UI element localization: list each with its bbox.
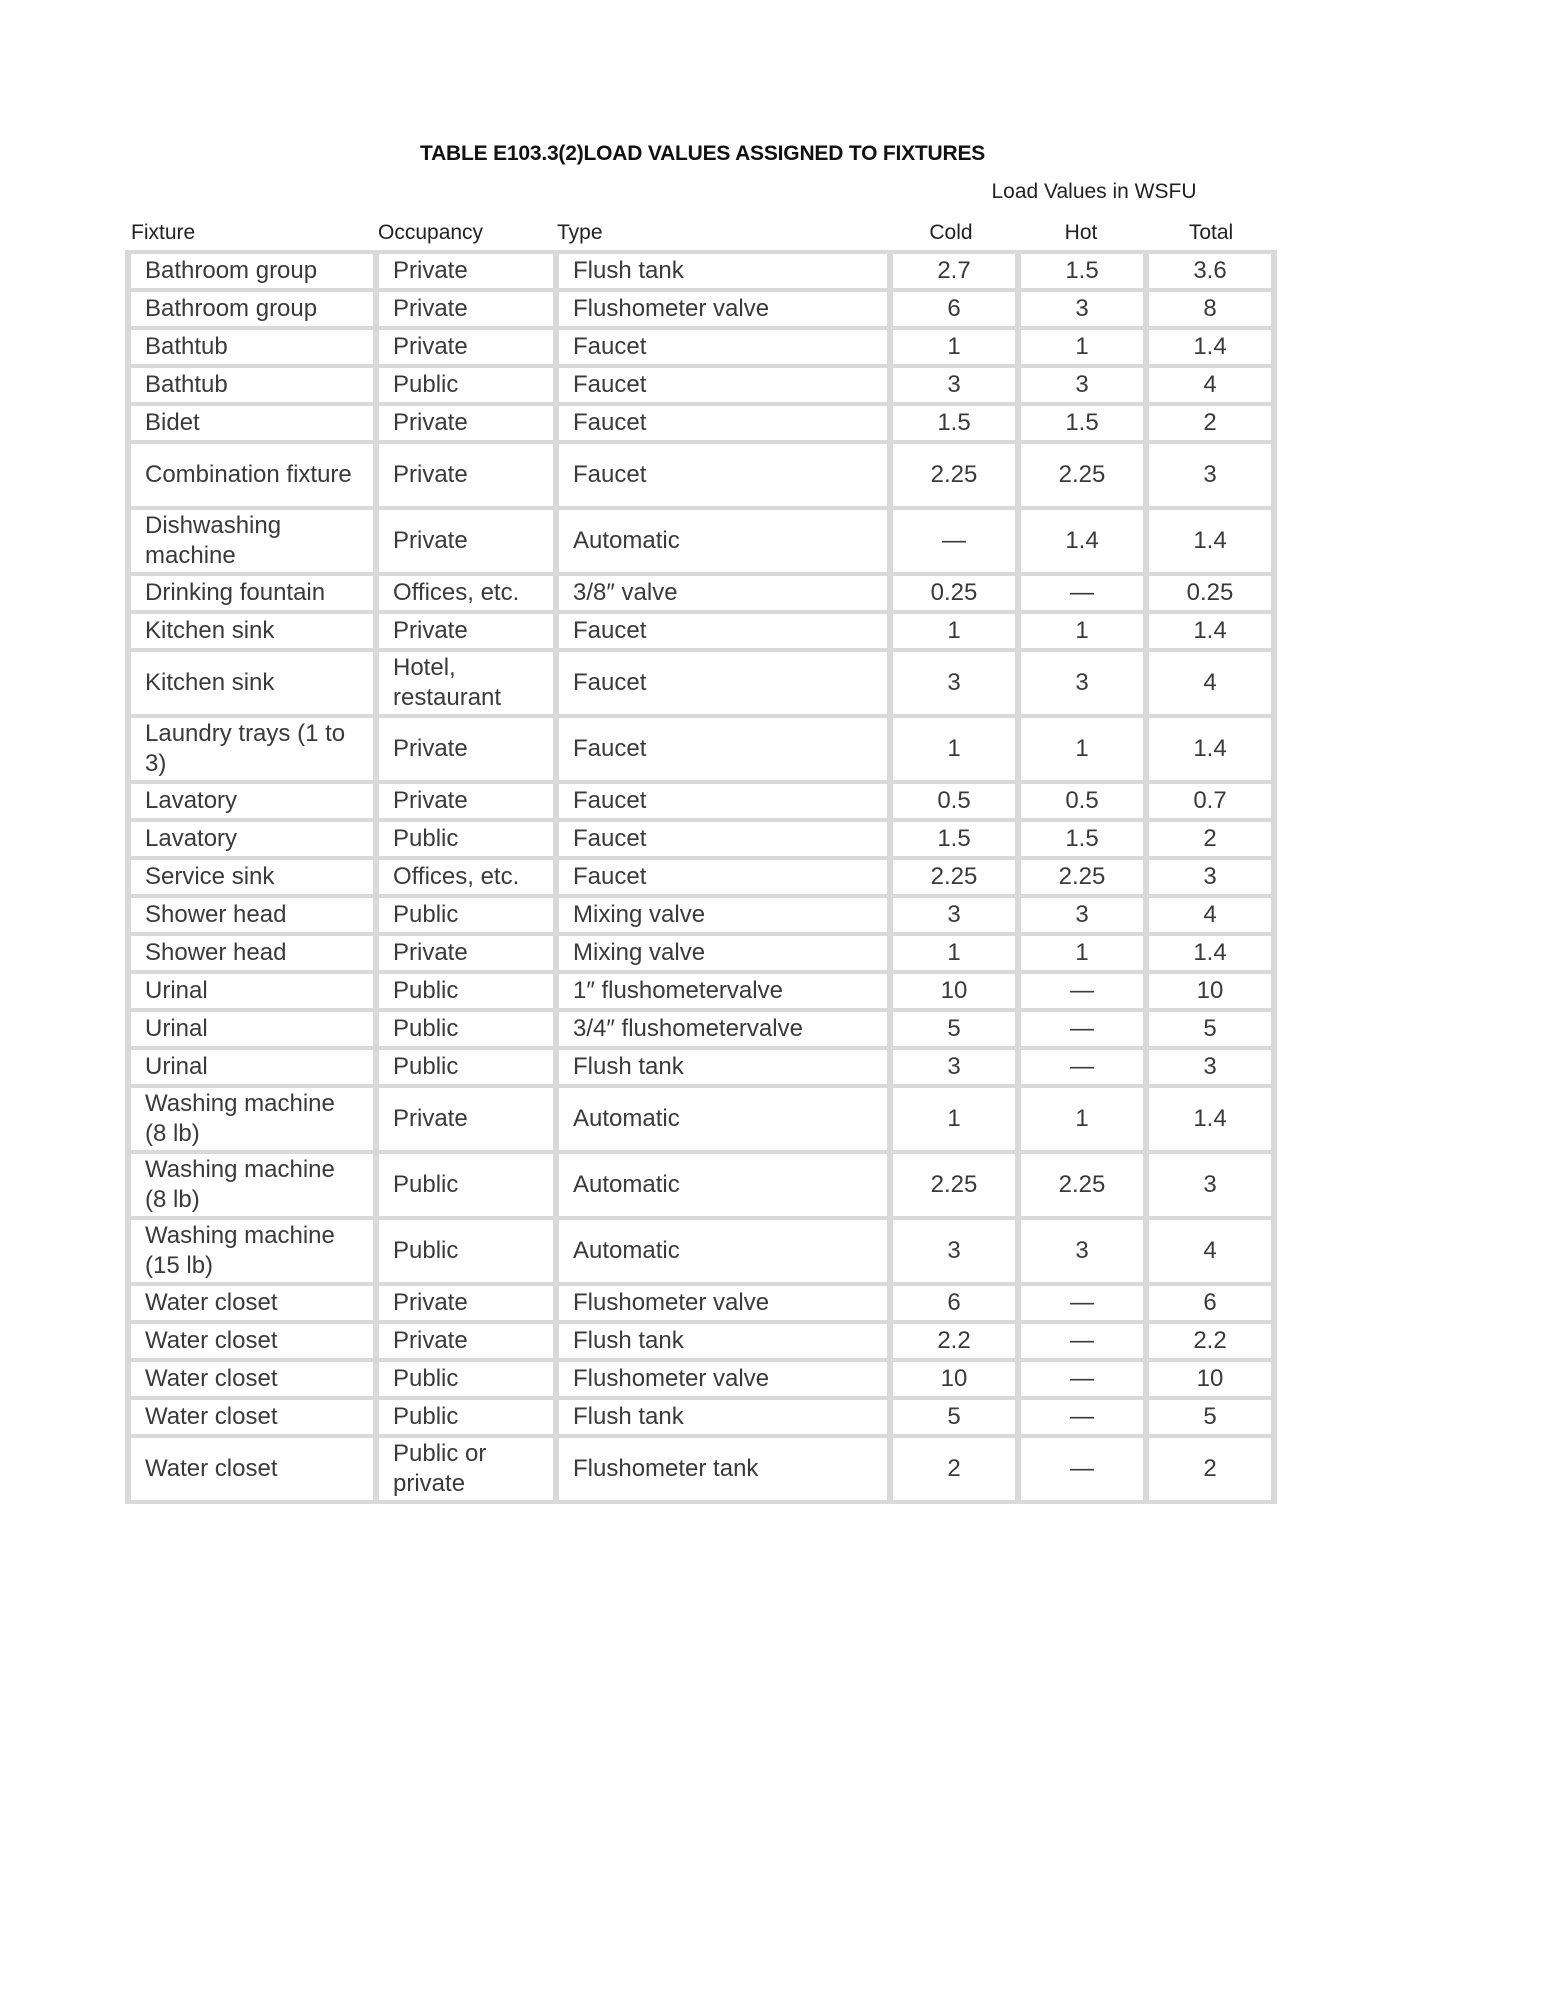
cell-cold: 0.5: [893, 784, 1015, 818]
cell-total: 3: [1149, 1050, 1271, 1084]
table-row: [131, 368, 1271, 402]
cell-fixture: Lavatory: [131, 822, 373, 856]
cell-total: 0.25: [1149, 576, 1271, 610]
cell-fixture: Bathtub: [131, 368, 373, 402]
cell-total: 4: [1149, 898, 1271, 932]
cell-cold: 5: [893, 1400, 1015, 1434]
cell-hot: 2.25: [1021, 1154, 1143, 1216]
header-fixture: Fixture: [131, 221, 196, 244]
cell-total: 1.4: [1149, 614, 1271, 648]
cell-cold: 1: [893, 936, 1015, 970]
cell-total: 2.2: [1149, 1324, 1271, 1358]
cell-total: 2: [1149, 406, 1271, 440]
cell-type: Flushometer tank: [559, 1438, 887, 1500]
cell-cold: 2.25: [893, 1154, 1015, 1216]
cell-total: 4: [1149, 1220, 1271, 1282]
cell-hot: —: [1021, 1050, 1143, 1084]
header-cold: Cold: [929, 221, 973, 244]
table-body: [131, 254, 1271, 1500]
cell-hot: 3: [1021, 368, 1143, 402]
cell-hot: 3: [1021, 1220, 1143, 1282]
cell-type: 3/4″ flushometervalve: [559, 1012, 887, 1046]
cell-occupancy: Offices, etc.: [379, 576, 553, 610]
cell-occupancy: Private: [379, 254, 553, 288]
cell-occupancy: Private: [379, 510, 553, 572]
cell-cold: 2.25: [893, 444, 1015, 506]
cell-type: Automatic: [559, 1088, 887, 1150]
cell-cold: 6: [893, 292, 1015, 326]
cell-hot: —: [1021, 1286, 1143, 1320]
cell-type: Faucet: [559, 444, 887, 506]
table-row: [131, 510, 1271, 572]
cell-type: Flushometer valve: [559, 1362, 887, 1396]
cell-hot: 1.4: [1021, 510, 1143, 572]
cell-fixture: Urinal: [131, 1050, 373, 1084]
cell-cold: 3: [893, 652, 1015, 714]
cell-hot: 1.5: [1021, 406, 1143, 440]
cell-hot: 0.5: [1021, 784, 1143, 818]
cell-occupancy: Public: [379, 1012, 553, 1046]
cell-cold: 6: [893, 1286, 1015, 1320]
cell-total: 1.4: [1149, 510, 1271, 572]
cell-fixture: Water closet: [131, 1438, 373, 1500]
cell-total: 1.4: [1149, 936, 1271, 970]
cell-fixture: Water closet: [131, 1362, 373, 1396]
table-row: [131, 652, 1271, 714]
cell-total: 5: [1149, 1400, 1271, 1434]
cell-hot: 1: [1021, 936, 1143, 970]
cell-type: Faucet: [559, 822, 887, 856]
cell-total: 3.6: [1149, 254, 1271, 288]
cell-hot: 1.5: [1021, 254, 1143, 288]
cell-total: 4: [1149, 368, 1271, 402]
cell-type: Faucet: [559, 406, 887, 440]
cell-hot: 1: [1021, 330, 1143, 364]
cell-total: 3: [1149, 860, 1271, 894]
cell-type: Faucet: [559, 330, 887, 364]
cell-fixture: Bathroom group: [131, 254, 373, 288]
cell-occupancy: Private: [379, 330, 553, 364]
cell-fixture: Water closet: [131, 1286, 373, 1320]
cell-hot: 2.25: [1021, 860, 1143, 894]
cell-hot: —: [1021, 1438, 1143, 1500]
cell-hot: 1: [1021, 614, 1143, 648]
cell-total: 1.4: [1149, 718, 1271, 780]
table-row: [131, 1286, 1271, 1320]
cell-occupancy: Private: [379, 292, 553, 326]
cell-fixture: Urinal: [131, 1012, 373, 1046]
cell-occupancy: Private: [379, 1088, 553, 1150]
cell-fixture: Shower head: [131, 898, 373, 932]
cell-occupancy: Private: [379, 406, 553, 440]
cell-fixture: Shower head: [131, 936, 373, 970]
table-row: [131, 406, 1271, 440]
cell-fixture: Dishwashing machine: [131, 510, 373, 572]
table-row: [131, 576, 1271, 610]
cell-hot: —: [1021, 1012, 1143, 1046]
cell-fixture: Drinking fountain: [131, 576, 373, 610]
cell-hot: 3: [1021, 292, 1143, 326]
cell-type: Faucet: [559, 718, 887, 780]
cell-cold: 10: [893, 974, 1015, 1008]
table-row: [131, 254, 1271, 288]
cell-hot: 3: [1021, 652, 1143, 714]
cell-cold: 1.5: [893, 406, 1015, 440]
table-row: [131, 292, 1271, 326]
cell-cold: 2.25: [893, 860, 1015, 894]
cell-occupancy: Public: [379, 974, 553, 1008]
table-row: [131, 1012, 1271, 1046]
cell-cold: 3: [893, 1220, 1015, 1282]
header-type: Type: [557, 221, 603, 244]
cell-fixture: Washing machine (8 lb): [131, 1088, 373, 1150]
cell-fixture: Bathtub: [131, 330, 373, 364]
header-total: Total: [1188, 221, 1234, 244]
cell-total: 2: [1149, 1438, 1271, 1500]
table-row: [131, 1220, 1271, 1282]
cell-fixture: Bathroom group: [131, 292, 373, 326]
cell-occupancy: Public: [379, 898, 553, 932]
cell-type: Flushometer valve: [559, 1286, 887, 1320]
cell-cold: 1: [893, 330, 1015, 364]
cell-occupancy: Public: [379, 1400, 553, 1434]
fixture-load-table: [125, 250, 1277, 1504]
cell-cold: 2.7: [893, 254, 1015, 288]
table-title: TABLE E103.3(2)LOAD VALUES ASSIGNED TO FIXTURES: [420, 142, 986, 165]
cell-cold: 3: [893, 1050, 1015, 1084]
table-row: [131, 1438, 1271, 1500]
cell-occupancy: Private: [379, 1286, 553, 1320]
table-row: [131, 1088, 1271, 1150]
cell-occupancy: Private: [379, 444, 553, 506]
cell-cold: 0.25: [893, 576, 1015, 610]
cell-hot: —: [1021, 1324, 1143, 1358]
cell-type: Faucet: [559, 614, 887, 648]
cell-occupancy: Private: [379, 784, 553, 818]
cell-type: Flush tank: [559, 1050, 887, 1084]
cell-type: Faucet: [559, 860, 887, 894]
cell-fixture: Kitchen sink: [131, 652, 373, 714]
table-row: [131, 898, 1271, 932]
cell-total: 3: [1149, 444, 1271, 506]
cell-total: 1.4: [1149, 1088, 1271, 1150]
cell-cold: —: [893, 510, 1015, 572]
cell-type: 3/8″ valve: [559, 576, 887, 610]
cell-hot: 1.5: [1021, 822, 1143, 856]
cell-fixture: Combination fixture: [131, 444, 373, 506]
cell-occupancy: Public: [379, 1220, 553, 1282]
table-row: [131, 1050, 1271, 1084]
table-row: [131, 444, 1271, 506]
cell-occupancy: Public or private: [379, 1438, 553, 1500]
cell-type: Flush tank: [559, 1324, 887, 1358]
table-row: [131, 718, 1271, 780]
cell-hot: —: [1021, 1400, 1143, 1434]
cell-hot: 1: [1021, 718, 1143, 780]
cell-type: Flushometer valve: [559, 292, 887, 326]
cell-total: 8: [1149, 292, 1271, 326]
table-row: [131, 936, 1271, 970]
cell-occupancy: Public: [379, 1154, 553, 1216]
cell-fixture: Water closet: [131, 1324, 373, 1358]
cell-type: Mixing valve: [559, 936, 887, 970]
cell-occupancy: Private: [379, 936, 553, 970]
cell-fixture: Service sink: [131, 860, 373, 894]
cell-total: 0.7: [1149, 784, 1271, 818]
table-row: [131, 860, 1271, 894]
cell-occupancy: Private: [379, 1324, 553, 1358]
load-values-group-header: Load Values in WSFU: [991, 180, 1197, 203]
table-row: [131, 1400, 1271, 1434]
header-hot: Hot: [1064, 221, 1098, 244]
header-occupancy: Occupancy: [378, 221, 484, 244]
cell-fixture: Washing machine (15 lb): [131, 1220, 373, 1282]
table-row: [131, 330, 1271, 364]
cell-total: 4: [1149, 652, 1271, 714]
cell-type: Faucet: [559, 652, 887, 714]
cell-cold: 5: [893, 1012, 1015, 1046]
cell-occupancy: Public: [379, 1362, 553, 1396]
cell-cold: 1: [893, 718, 1015, 780]
cell-type: Flush tank: [559, 1400, 887, 1434]
cell-hot: 1: [1021, 1088, 1143, 1150]
table-row: [131, 614, 1271, 648]
table-row: [131, 1154, 1271, 1216]
cell-fixture: Bidet: [131, 406, 373, 440]
cell-hot: —: [1021, 974, 1143, 1008]
cell-type: Automatic: [559, 1154, 887, 1216]
cell-fixture: Lavatory: [131, 784, 373, 818]
cell-total: 10: [1149, 1362, 1271, 1396]
cell-type: Faucet: [559, 368, 887, 402]
cell-cold: 10: [893, 1362, 1015, 1396]
cell-occupancy: Offices, etc.: [379, 860, 553, 894]
cell-hot: —: [1021, 576, 1143, 610]
table-row: [131, 784, 1271, 818]
cell-fixture: Kitchen sink: [131, 614, 373, 648]
cell-type: Faucet: [559, 784, 887, 818]
cell-hot: —: [1021, 1362, 1143, 1396]
cell-occupancy: Public: [379, 822, 553, 856]
cell-occupancy: Public: [379, 368, 553, 402]
cell-cold: 1.5: [893, 822, 1015, 856]
cell-cold: 3: [893, 368, 1015, 402]
cell-total: 5: [1149, 1012, 1271, 1046]
cell-hot: 2.25: [1021, 444, 1143, 506]
cell-type: 1″ flushometervalve: [559, 974, 887, 1008]
cell-occupancy: Public: [379, 1050, 553, 1084]
table-row: [131, 1362, 1271, 1396]
cell-total: 3: [1149, 1154, 1271, 1216]
table-row: [131, 1324, 1271, 1358]
table-row: [131, 974, 1271, 1008]
cell-type: Automatic: [559, 510, 887, 572]
table-row: [131, 822, 1271, 856]
cell-fixture: Laundry trays (1 to 3): [131, 718, 373, 780]
cell-occupancy: Private: [379, 614, 553, 648]
cell-total: 6: [1149, 1286, 1271, 1320]
cell-fixture: Urinal: [131, 974, 373, 1008]
cell-total: 1.4: [1149, 330, 1271, 364]
cell-type: Automatic: [559, 1220, 887, 1282]
cell-cold: 1: [893, 1088, 1015, 1150]
cell-hot: 3: [1021, 898, 1143, 932]
cell-occupancy: Private: [379, 718, 553, 780]
cell-cold: 2.2: [893, 1324, 1015, 1358]
cell-fixture: Water closet: [131, 1400, 373, 1434]
cell-occupancy: Hotel, restaurant: [379, 652, 553, 714]
cell-fixture: Washing machine (8 lb): [131, 1154, 373, 1216]
cell-total: 2: [1149, 822, 1271, 856]
cell-cold: 3: [893, 898, 1015, 932]
cell-type: Flush tank: [559, 254, 887, 288]
cell-total: 10: [1149, 974, 1271, 1008]
cell-cold: 2: [893, 1438, 1015, 1500]
cell-type: Mixing valve: [559, 898, 887, 932]
cell-cold: 1: [893, 614, 1015, 648]
